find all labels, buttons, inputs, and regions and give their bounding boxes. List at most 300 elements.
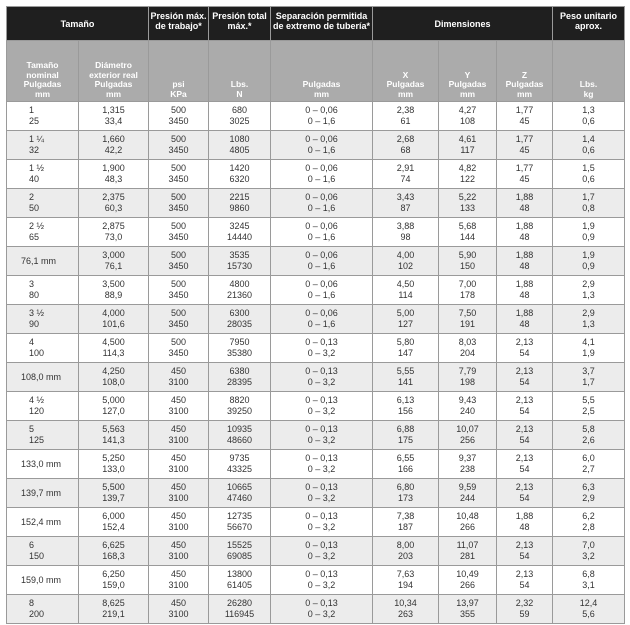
cell-line: 2,91	[396, 163, 415, 173]
cell-weight	[553, 566, 625, 595]
cell-line: 5,6	[582, 609, 595, 619]
cell-line: 191	[459, 319, 476, 329]
cell-pressure	[149, 102, 209, 131]
cell-line: 4,500	[102, 337, 125, 347]
cell-line: 7950	[229, 337, 250, 347]
cell-line: 6,55	[396, 453, 415, 463]
cell-pressure	[149, 595, 209, 624]
cell-line: 3100	[168, 406, 189, 416]
cell-line: 28035	[226, 319, 253, 329]
cell-line: 9735	[229, 453, 250, 463]
cell-line: 26280	[226, 598, 253, 608]
cell-outer-diameter	[79, 392, 149, 421]
cell-pressure	[149, 189, 209, 218]
cell-line: 1,7	[582, 377, 595, 387]
cell-line: 127,0	[102, 406, 125, 416]
cell-line: 0 – 0,13	[305, 395, 338, 405]
cell-load	[209, 276, 271, 305]
cell-line: 4800	[229, 279, 250, 289]
cell-line: 3100	[168, 609, 189, 619]
cell-line: 56670	[226, 522, 253, 532]
cell-line: 0,8	[582, 203, 595, 213]
cell-dim-z	[497, 247, 553, 276]
cell-load	[209, 131, 271, 160]
cell-line: 1,660	[102, 134, 125, 144]
cell-dim-x	[373, 392, 439, 421]
cell-load	[209, 160, 271, 189]
cell-line: 0 – 0,13	[305, 569, 338, 579]
cell-line: 48	[519, 319, 530, 329]
specification-table-container	[6, 6, 624, 624]
cell-dim-z	[497, 160, 553, 189]
cell-dim-z	[497, 392, 553, 421]
cell-line: 2,68	[396, 134, 415, 144]
cell-separation	[271, 479, 373, 508]
cell-line: 2,13	[515, 453, 534, 463]
cell-line: 256	[459, 435, 476, 445]
cell-line: 263	[397, 609, 414, 619]
cell-dim-y	[439, 160, 497, 189]
cell-weight	[553, 276, 625, 305]
cell-outer-diameter	[79, 189, 149, 218]
cell-line: 244	[459, 493, 476, 503]
cell-line: 0 – 3,2	[307, 609, 336, 619]
cell-line: 500	[170, 250, 187, 260]
cell-separation	[271, 450, 373, 479]
cell-line: 4	[29, 337, 35, 347]
cell-line: 3450	[168, 348, 189, 358]
cell-line: 178	[459, 290, 476, 300]
cell-line: 1,88	[515, 250, 534, 260]
cell-line: 6,8	[582, 569, 595, 579]
cell-line: 2,7	[582, 464, 595, 474]
cell-line: 3450	[168, 116, 189, 126]
cell-line: 2,9	[582, 279, 595, 289]
cell-line: 6,0	[582, 453, 595, 463]
cell-line: 2,13	[515, 366, 534, 376]
cell-line: 2,13	[515, 337, 534, 347]
cell-weight	[553, 247, 625, 276]
cell-line: 4,1	[582, 337, 595, 347]
cell-line: 0 – 0,06	[305, 221, 338, 231]
cell-line: 9,43	[458, 395, 477, 405]
cell-line: 125	[29, 435, 45, 445]
cell-dim-x	[373, 276, 439, 305]
cell-line: 450	[170, 366, 187, 376]
cell-separation	[271, 537, 373, 566]
cell-separation	[271, 566, 373, 595]
cell-line: 9,37	[458, 453, 477, 463]
cell-line: 2,8	[582, 522, 595, 532]
cell-separation	[271, 392, 373, 421]
cell-line: 3245	[229, 221, 250, 231]
cell-nominal-size	[7, 392, 79, 421]
cell-nominal-size	[7, 276, 79, 305]
cell-line: 6,625	[102, 540, 125, 550]
cell-line: 5,563	[102, 424, 125, 434]
cell-load	[209, 334, 271, 363]
cell-line: 4,50	[396, 279, 415, 289]
cell-weight	[553, 160, 625, 189]
cell-line: 48	[519, 203, 530, 213]
cell-line: 3450	[168, 290, 189, 300]
cell-line: 168,3	[102, 551, 125, 561]
cell-outer-diameter	[79, 566, 149, 595]
cell-line: 6,80	[396, 482, 415, 492]
cell-line: 3100	[168, 522, 189, 532]
table-row	[7, 566, 625, 595]
cell-line: 5,22	[458, 192, 477, 202]
cell-line: 74	[400, 174, 411, 184]
header-dimensions: Dimensiones	[373, 7, 553, 41]
cell-line: 0 – 0,13	[305, 511, 338, 521]
cell-line: 45	[519, 145, 530, 155]
cell-dim-y	[439, 131, 497, 160]
cell-line: 12735	[226, 511, 253, 521]
cell-line: 108,0	[102, 377, 125, 387]
cell-line: 3100	[168, 435, 189, 445]
cell-line: 175	[397, 435, 414, 445]
cell-line: 156	[397, 406, 414, 416]
cell-nominal-size	[7, 189, 79, 218]
cell-line: 0 – 3,2	[307, 377, 336, 387]
cell-dim-z	[497, 566, 553, 595]
cell-outer-diameter	[79, 595, 149, 624]
cell-line: N	[236, 88, 243, 99]
cell-line: 0,9	[582, 261, 595, 271]
cell-line: 2,13	[515, 540, 534, 550]
table-row	[7, 131, 625, 160]
cell-line: 7,63	[396, 569, 415, 579]
cell-line: 54	[519, 377, 530, 387]
cell-line: 5,000	[102, 395, 125, 405]
cell-line: 0 – 1,6	[307, 261, 336, 271]
cell-line: 98	[400, 232, 411, 242]
cell-load	[209, 537, 271, 566]
cell-line: 240	[459, 406, 476, 416]
cell-line: 54	[519, 435, 530, 445]
cell-line: 5,500	[102, 482, 125, 492]
cell-outer-diameter	[79, 363, 149, 392]
cell-line: 45	[519, 174, 530, 184]
cell-dim-x	[373, 334, 439, 363]
cell-line: 0 – 0,06	[305, 163, 338, 173]
cell-line: 59	[519, 609, 530, 619]
cell-line: 48,3	[104, 174, 123, 184]
cell-line: 3	[29, 279, 35, 289]
table-row	[7, 247, 625, 276]
cell-load	[209, 218, 271, 247]
cell-nominal-size	[7, 595, 79, 624]
cell-outer-diameter	[79, 102, 149, 131]
table-body	[7, 102, 625, 624]
cell-outer-diameter	[79, 247, 149, 276]
cell-line: 8	[29, 598, 35, 608]
cell-dim-x	[373, 247, 439, 276]
cell-line: 0 – 0,06	[305, 192, 338, 202]
cell-line: 3450	[168, 232, 189, 242]
cell-outer-diameter	[79, 508, 149, 537]
cell-line: Lbs.	[579, 79, 598, 89]
cell-line: 0 – 0,06	[305, 279, 338, 289]
cell-line: 101,6	[102, 319, 125, 329]
cell-line: 3 ½	[29, 308, 45, 318]
table-row	[7, 276, 625, 305]
cell-line: 12,4	[579, 598, 598, 608]
cell-line: 2,375	[102, 192, 125, 202]
table-row	[7, 537, 625, 566]
cell-line: 450	[170, 598, 187, 608]
cell-nominal-size	[7, 421, 79, 450]
cell-line: nominal	[26, 69, 59, 80]
cell-dim-y	[439, 305, 497, 334]
cell-line: 2215	[229, 192, 250, 202]
cell-line: 198	[459, 377, 476, 387]
cell-weight	[553, 537, 625, 566]
cell-line: 3450	[168, 203, 189, 213]
cell-line: Pulgadas	[386, 79, 425, 89]
cell-line: 680	[231, 105, 248, 115]
cell-weight	[553, 450, 625, 479]
cell-load	[209, 595, 271, 624]
cell-line: 1420	[229, 163, 250, 173]
cell-line: 60,3	[104, 203, 123, 213]
cell-line: Pulgadas	[505, 79, 544, 89]
cell-line: 15525	[226, 540, 253, 550]
cell-separation	[271, 160, 373, 189]
cell-line: 0,6	[582, 116, 595, 126]
cell-line: 3450	[168, 261, 189, 271]
cell-nominal-size	[7, 334, 79, 363]
cell-line: 32	[29, 145, 40, 155]
cell-dim-x	[373, 508, 439, 537]
cell-outer-diameter	[79, 537, 149, 566]
cell-line: 4805	[229, 145, 250, 155]
cell-line: 0 – 0,13	[305, 337, 338, 347]
cell-line: 4,82	[458, 163, 477, 173]
cell-dim-x	[373, 595, 439, 624]
cell-line: 139,7	[102, 493, 125, 503]
cell-line: 54	[519, 464, 530, 474]
cell-line: 1,88	[515, 192, 534, 202]
cell-line: 5,00	[396, 308, 415, 318]
cell-line: 238	[459, 464, 476, 474]
cell-line: 8820	[229, 395, 250, 405]
cell-line: 3,000	[102, 250, 125, 260]
table-row	[7, 595, 625, 624]
cell-dim-y	[439, 421, 497, 450]
cell-line: 108,0 mm	[21, 371, 62, 382]
cell-line: 2,38	[396, 105, 415, 115]
cell-line: 1,900	[102, 163, 125, 173]
cell-line: 3,1	[582, 580, 595, 590]
cell-line: 1	[29, 105, 35, 115]
cell-pressure	[149, 421, 209, 450]
subheader-weight-units	[553, 41, 625, 102]
cell-line: 0 – 0,13	[305, 482, 338, 492]
cell-line: 1 ½	[29, 163, 45, 173]
cell-line: 88,9	[104, 290, 123, 300]
subheader-load-units	[209, 41, 271, 102]
cell-load	[209, 247, 271, 276]
cell-line: 8,03	[458, 337, 477, 347]
cell-line: mm	[459, 88, 476, 99]
cell-dim-z	[497, 189, 553, 218]
cell-line: 122	[459, 174, 476, 184]
cell-line: 0 – 3,2	[307, 435, 336, 445]
cell-line: 87	[400, 203, 411, 213]
cell-line: 120	[29, 406, 45, 416]
cell-line: 2,13	[515, 482, 534, 492]
cell-dim-x	[373, 189, 439, 218]
subheader-separation-units	[271, 41, 373, 102]
cell-line: 6,2	[582, 511, 595, 521]
cell-nominal-size	[7, 479, 79, 508]
cell-line: 116945	[224, 609, 255, 619]
cell-line: 114,3	[102, 348, 125, 358]
cell-line: 159,0	[102, 580, 125, 590]
cell-line: 69085	[226, 551, 253, 561]
cell-line: 0 – 1,6	[307, 232, 336, 242]
cell-nominal-size	[7, 508, 79, 537]
cell-weight	[553, 421, 625, 450]
cell-line: 21360	[226, 290, 253, 300]
cell-line: 114	[398, 290, 413, 300]
cell-line: 1,4	[582, 134, 595, 144]
cell-line: 0 – 3,2	[307, 580, 336, 590]
cell-load	[209, 450, 271, 479]
cell-line: Y	[464, 69, 471, 80]
cell-line: 266	[459, 580, 476, 590]
cell-weight	[553, 334, 625, 363]
cell-dim-y	[439, 479, 497, 508]
cell-weight	[553, 479, 625, 508]
cell-line: 13800	[226, 569, 253, 579]
cell-dim-y	[439, 450, 497, 479]
cell-line: 3535	[229, 250, 250, 260]
cell-line: 0 – 0,06	[305, 308, 338, 318]
cell-dim-z	[497, 218, 553, 247]
cell-line: 3100	[168, 464, 189, 474]
cell-line: 200	[29, 609, 45, 619]
cell-weight	[553, 189, 625, 218]
table-row	[7, 479, 625, 508]
cell-line: 76,1 mm	[21, 255, 57, 266]
cell-line: 90	[29, 319, 40, 329]
cell-line: 50	[29, 203, 40, 213]
cell-dim-z	[497, 305, 553, 334]
cell-nominal-size	[7, 537, 79, 566]
cell-weight	[553, 102, 625, 131]
cell-line: 10,34	[394, 598, 417, 608]
cell-line: 2,13	[515, 395, 534, 405]
cell-line: 0 – 0,06	[305, 134, 338, 144]
cell-outer-diameter	[79, 160, 149, 189]
cell-line: 0 – 3,2	[307, 522, 336, 532]
cell-separation	[271, 189, 373, 218]
cell-pressure	[149, 537, 209, 566]
cell-nominal-size	[7, 160, 79, 189]
cell-line: X	[402, 69, 409, 80]
cell-line: 500	[170, 134, 187, 144]
cell-line: 6,250	[102, 569, 125, 579]
cell-line: 4,00	[396, 250, 415, 260]
cell-outer-diameter	[79, 421, 149, 450]
cell-line: 1,9	[582, 348, 595, 358]
cell-line: Diámetro	[95, 60, 132, 70]
cell-line: 4,61	[458, 134, 477, 144]
subheader-x-units	[373, 41, 439, 102]
cell-line: 100	[29, 348, 45, 358]
cell-line: 10,49	[456, 569, 479, 579]
cell-line: 6,000	[102, 511, 125, 521]
cell-line: 48	[519, 261, 530, 271]
cell-pressure	[149, 566, 209, 595]
cell-line: 204	[459, 348, 476, 358]
cell-line: 3,43	[396, 192, 415, 202]
cell-line: mm	[34, 88, 51, 99]
cell-separation	[271, 305, 373, 334]
cell-line: 266	[459, 522, 476, 532]
cell-dim-z	[497, 334, 553, 363]
cell-line: 1,9	[582, 250, 595, 260]
cell-line: 3,500	[102, 279, 125, 289]
cell-line: 1,3	[582, 319, 595, 329]
cell-line: 2	[29, 192, 35, 202]
cell-line: 6,13	[396, 395, 415, 405]
cell-nominal-size	[7, 363, 79, 392]
cell-line: 173	[397, 493, 414, 503]
cell-load	[209, 479, 271, 508]
cell-line: 0 – 0,06	[305, 250, 338, 260]
header-total-pressure: Presión total máx.*	[209, 7, 271, 41]
cell-line: 2,5	[582, 406, 595, 416]
cell-line: 47460	[226, 493, 253, 503]
cell-pressure	[149, 131, 209, 160]
cell-line: 127	[397, 319, 414, 329]
cell-line: 500	[170, 105, 187, 115]
cell-dim-x	[373, 218, 439, 247]
table-row	[7, 392, 625, 421]
cell-line: psi	[172, 79, 185, 89]
cell-dim-z	[497, 363, 553, 392]
cell-line: 1,7	[582, 192, 595, 202]
table-row	[7, 334, 625, 363]
cell-line: 3450	[168, 319, 189, 329]
cell-line: 2,13	[515, 569, 534, 579]
cell-dim-x	[373, 479, 439, 508]
cell-weight	[553, 595, 625, 624]
cell-separation	[271, 421, 373, 450]
cell-load	[209, 508, 271, 537]
header-unit-weight: Peso unitario aprox.	[553, 7, 625, 41]
cell-line: mm	[516, 88, 533, 99]
cell-pressure	[149, 450, 209, 479]
cell-line: 65	[29, 232, 40, 242]
cell-line: 150	[29, 551, 45, 561]
cell-line: 2,6	[582, 435, 595, 445]
cell-outer-diameter	[79, 218, 149, 247]
cell-line: 6300	[229, 308, 250, 318]
table-row	[7, 450, 625, 479]
cell-dim-z	[497, 450, 553, 479]
cell-line: 0 – 1,6	[307, 203, 336, 213]
cell-line: 13,97	[456, 598, 479, 608]
cell-line: Tamaño	[26, 60, 59, 70]
cell-line: 5,80	[396, 337, 415, 347]
subheader-pressure-units	[149, 41, 209, 102]
cell-line: 0 – 0,13	[305, 598, 338, 608]
